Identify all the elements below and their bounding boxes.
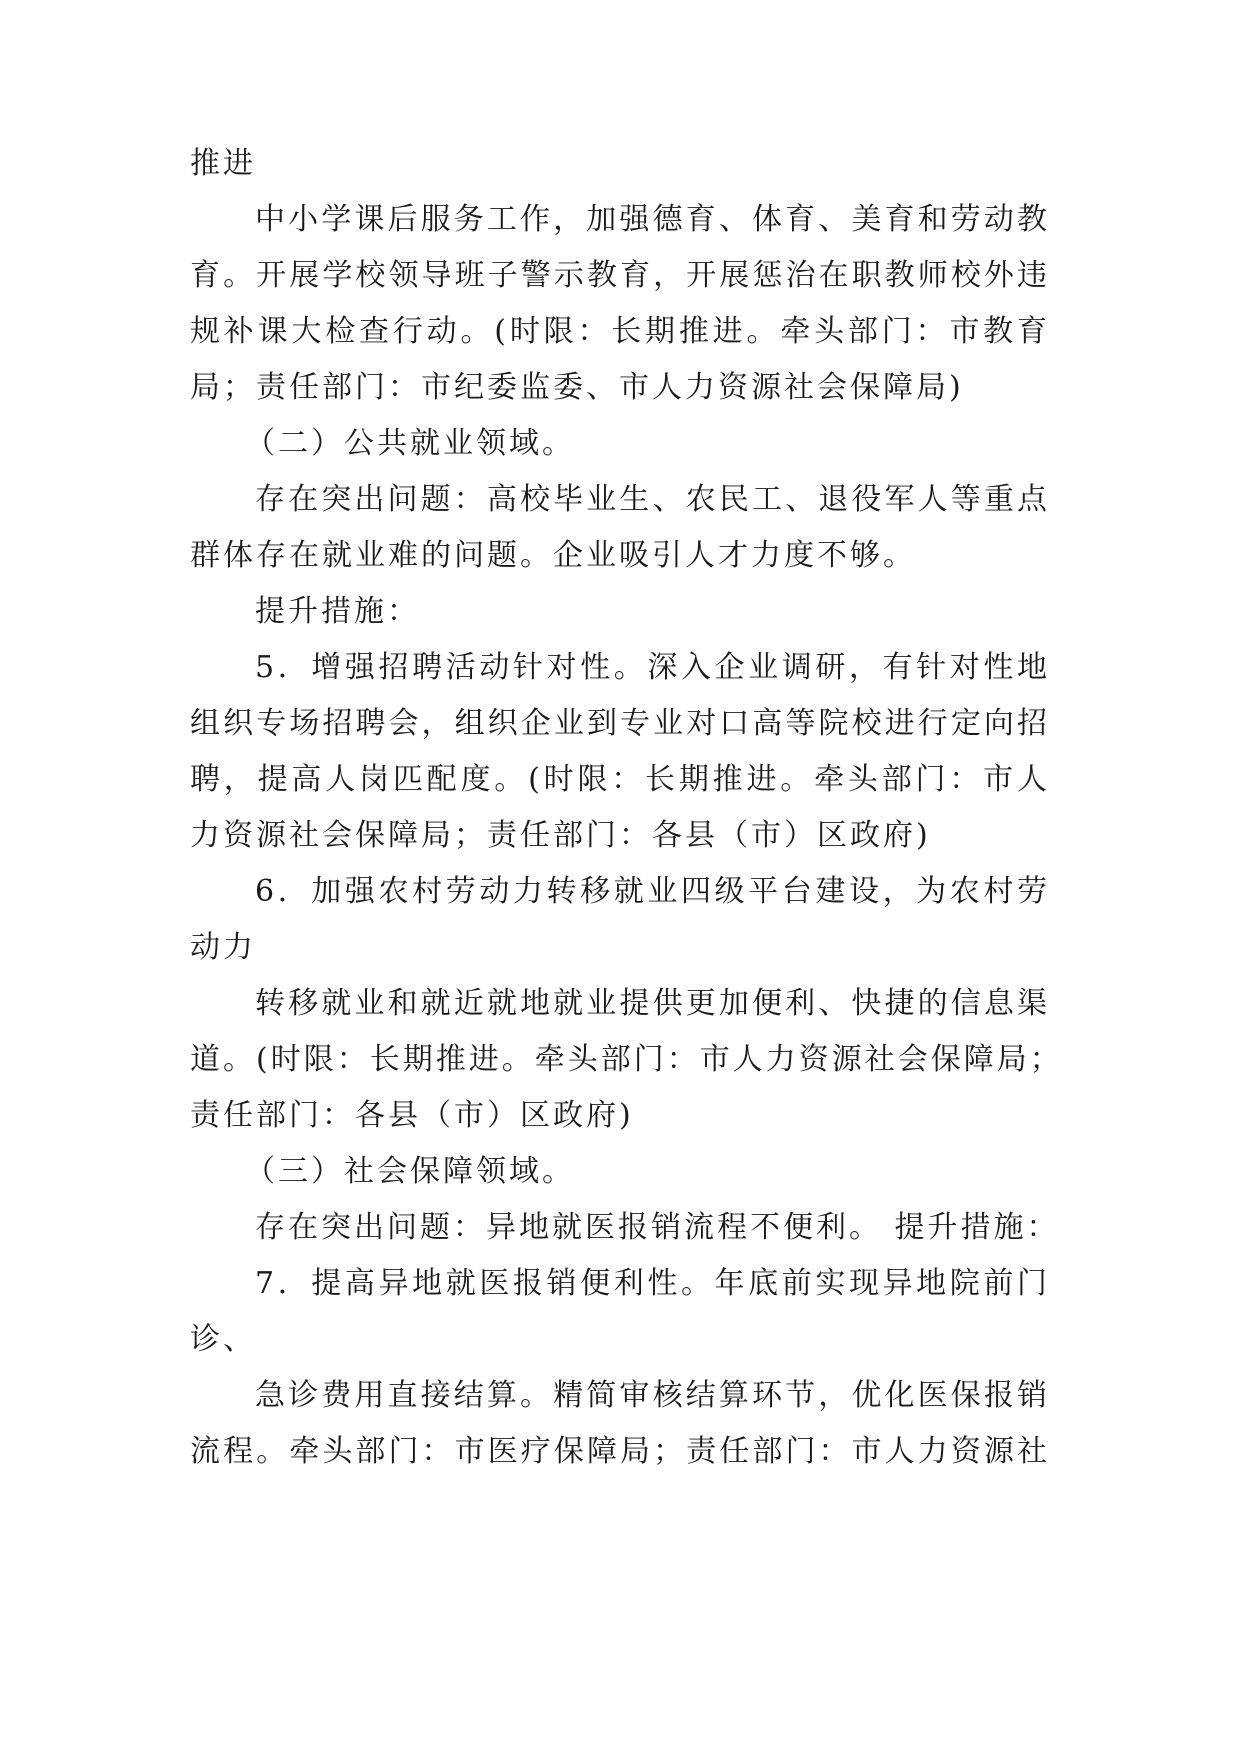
- text-line: 转移就业和就近就地就业提供更加便利、快捷的信息渠: [255, 986, 1050, 1021]
- text-line: 道。(时限：长期推进。牵头部门：市人力资源社会保障局；: [190, 1042, 1063, 1077]
- text-line: 中小学课后服务工作，加强德育、体育、美育和劳动教: [255, 202, 1050, 237]
- text-line: 推进: [190, 146, 256, 181]
- text-line: 5．增强招聘活动针对性。深入企业调研，有针对性地: [255, 650, 1050, 685]
- text-line: 动力: [190, 930, 256, 965]
- text-line: 群体存在就业难的问题。企业吸引人才力度不够。: [190, 538, 916, 573]
- text-line: 力资源社会保障局；责任部门：各县（市）区政府): [190, 818, 931, 853]
- text-line: 聘，提高人岗匹配度。(时限：长期推进。牵头部门：市人: [190, 762, 1050, 797]
- text-line: 存在突出问题：高校毕业生、农民工、退役军人等重点: [255, 482, 1050, 517]
- text-line: 诊、: [190, 1322, 256, 1357]
- section-heading: （二）公共就业领域。: [245, 426, 575, 461]
- text-line: 7．提高异地就医报销便利性。年底前实现异地院前门: [255, 1266, 1050, 1301]
- text-line: 6．加强农村劳动力转移就业四级平台建设，为农村劳: [255, 874, 1050, 909]
- text-line: 育。开展学校领导班子警示教育，开展惩治在职教师校外违: [190, 258, 1050, 293]
- text-line: 流程。牵头部门：市医疗保障局；责任部门：市人力资源社: [190, 1434, 1050, 1469]
- text-line: 责任部门：各县（市）区政府): [190, 1098, 634, 1133]
- text-line: 局；责任部门：市纪委监委、市人力资源社会保障局): [190, 370, 964, 405]
- text-line: 组织专场招聘会，组织企业到专业对口高等院校进行定向招: [190, 706, 1050, 741]
- text-line: 提升措施：: [255, 594, 420, 629]
- text-line: 急诊费用直接结算。精简审核结算环节，优化医保报销: [255, 1378, 1050, 1413]
- text-line: 存在突出问题：异地就医报销流程不便利。 提升措施：: [255, 1210, 1060, 1245]
- text-line: 规补课大检查行动。(时限：长期推进。牵头部门：市教育: [190, 314, 1050, 349]
- section-heading: （三）社会保障领域。: [245, 1154, 575, 1189]
